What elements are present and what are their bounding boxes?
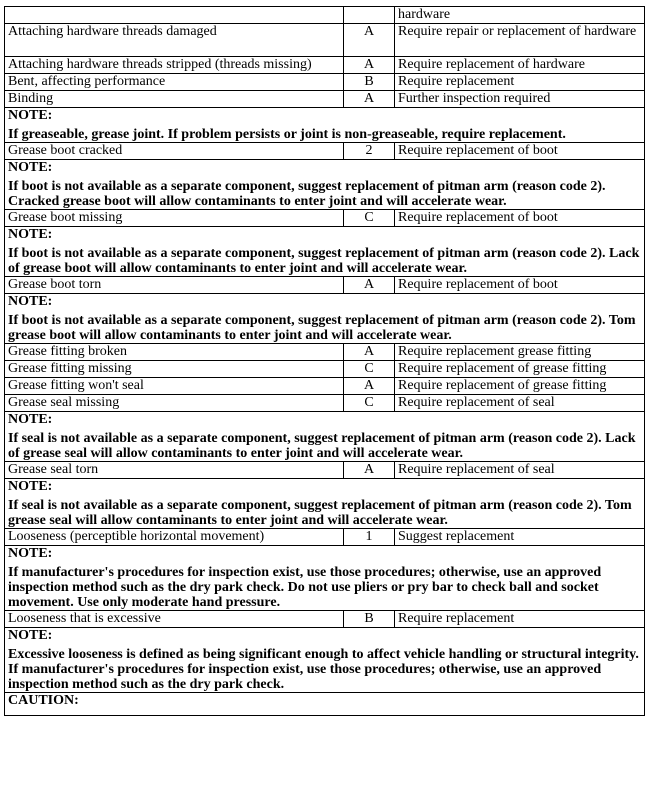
note-heading: NOTE: <box>8 412 53 427</box>
action-cell: Require replacement of grease fitting <box>395 378 645 395</box>
note-row <box>5 227 645 277</box>
note-heading: NOTE: <box>8 479 53 494</box>
code-cell: A <box>344 462 395 479</box>
condition-cell: Grease fitting won't seal <box>5 378 344 395</box>
condition-cell: Attaching hardware threads stripped (threads missing) <box>5 57 344 74</box>
note-text: If boot is not available as a separate component, suggest replacement of pitman arm (reason code 2). Cracked grease boot will allow contaminants to enter joint and will accelerate wear. <box>8 179 606 209</box>
table-row <box>5 344 645 361</box>
table-row <box>5 378 645 395</box>
condition-cell: Grease seal missing <box>5 395 344 412</box>
code-cell: B <box>344 611 395 628</box>
note-cell <box>5 227 645 277</box>
note-row <box>5 160 645 210</box>
note-text: If greaseable, grease joint. If problem persists or joint is non-greaseable, require replacement. <box>8 127 566 142</box>
note-cell <box>5 108 645 143</box>
note-cell <box>5 160 645 210</box>
note-cell <box>5 479 645 529</box>
table-row <box>5 611 645 628</box>
code-cell: C <box>344 395 395 412</box>
code-cell <box>344 7 395 24</box>
table-row <box>5 143 645 160</box>
note-text: If seal is not available as a separate component, suggest replacement of pitman arm (reason code 2). Lack of grease seal will allow contaminants to enter joint and will accelerate wear. <box>8 431 636 461</box>
action-cell: Require replacement of boot <box>395 277 645 294</box>
table-row <box>5 24 645 57</box>
condition-cell <box>5 7 344 24</box>
action-cell: Require replacement <box>395 74 645 91</box>
table-row <box>5 277 645 294</box>
note-cell <box>5 412 645 462</box>
code-cell: 2 <box>344 143 395 160</box>
note-row <box>5 628 645 693</box>
action-cell: Require replacement <box>395 611 645 628</box>
code-cell: A <box>344 91 395 108</box>
code-cell: A <box>344 57 395 74</box>
condition-cell: Grease boot torn <box>5 277 344 294</box>
condition-cell: Attaching hardware threads damaged <box>5 24 344 57</box>
note-heading: NOTE: <box>8 227 53 242</box>
note-cell <box>5 546 645 611</box>
note-row <box>5 479 645 529</box>
action-cell: Require replacement of seal <box>395 395 645 412</box>
code-cell: A <box>344 344 395 361</box>
code-cell: A <box>344 277 395 294</box>
condition-cell: Looseness that is excessive <box>5 611 344 628</box>
caution-row <box>5 693 645 716</box>
note-heading: NOTE: <box>8 628 53 643</box>
note-text: Excessive looseness is defined as being significant enough to affect vehicle handling or structural integrity. If manufacturer's procedures for inspection exist, use those procedures; otherwise, use an approved inspection method such as the dry park check. <box>8 647 639 692</box>
action-cell: Require replacement of seal <box>395 462 645 479</box>
table-row <box>5 361 645 378</box>
code-cell: C <box>344 361 395 378</box>
note-heading: NOTE: <box>8 546 53 561</box>
inspection-table <box>4 6 645 716</box>
code-cell: C <box>344 210 395 227</box>
note-text: If boot is not available as a separate component, suggest replacement of pitman arm (reason code 2). Lack of grease boot will allow contaminants to enter joint and will accelerate wear. <box>8 246 640 276</box>
action-cell: Require replacement of hardware <box>395 57 645 74</box>
action-cell: hardware <box>395 7 645 24</box>
condition-cell: Grease fitting broken <box>5 344 344 361</box>
note-cell <box>5 628 645 693</box>
code-cell: A <box>344 378 395 395</box>
code-cell: A <box>344 24 395 57</box>
table-row <box>5 74 645 91</box>
note-heading: NOTE: <box>8 294 53 309</box>
condition-cell: Grease boot missing <box>5 210 344 227</box>
table-row <box>5 395 645 412</box>
note-text: If manufacturer's procedures for inspection exist, use those procedures; otherwise, use an approved inspection method such as the dry park check. Do not use pliers or pry bar to check ball and socket movement. Use only moderate hand pressure. <box>8 565 602 610</box>
table-row <box>5 57 645 74</box>
condition-cell: Binding <box>5 91 344 108</box>
action-cell: Require replacement grease fitting <box>395 344 645 361</box>
condition-cell: Looseness (perceptible horizontal movement) <box>5 529 344 546</box>
caution-heading: CAUTION: <box>5 693 645 716</box>
condition-cell: Grease seal torn <box>5 462 344 479</box>
code-cell: B <box>344 74 395 91</box>
table-row <box>5 462 645 479</box>
table-row <box>5 7 645 24</box>
condition-cell: Grease boot cracked <box>5 143 344 160</box>
table-row <box>5 91 645 108</box>
action-cell: Require replacement of boot <box>395 143 645 160</box>
note-row <box>5 546 645 611</box>
action-cell: Suggest replacement <box>395 529 645 546</box>
condition-cell: Grease fitting missing <box>5 361 344 378</box>
table-row <box>5 529 645 546</box>
action-cell: Require repair or replacement of hardware <box>395 24 645 57</box>
note-heading: NOTE: <box>8 108 53 123</box>
note-cell <box>5 294 645 344</box>
note-row <box>5 294 645 344</box>
action-cell: Further inspection required <box>395 91 645 108</box>
code-cell: 1 <box>344 529 395 546</box>
note-text: If seal is not available as a separate component, suggest replacement of pitman arm (reason code 2). Tom grease seal will allow contaminants to enter joint and will accelerate wear. <box>8 498 632 528</box>
note-heading: NOTE: <box>8 160 53 175</box>
condition-cell: Bent, affecting performance <box>5 74 344 91</box>
action-cell: Require replacement of grease fitting <box>395 361 645 378</box>
note-row <box>5 108 645 143</box>
note-text: If boot is not available as a separate component, suggest replacement of pitman arm (reason code 2). Tom grease boot will allow contaminants to enter joint and will accelerate wear. <box>8 313 636 343</box>
table-row <box>5 210 645 227</box>
action-cell: Require replacement of boot <box>395 210 645 227</box>
note-row <box>5 412 645 462</box>
